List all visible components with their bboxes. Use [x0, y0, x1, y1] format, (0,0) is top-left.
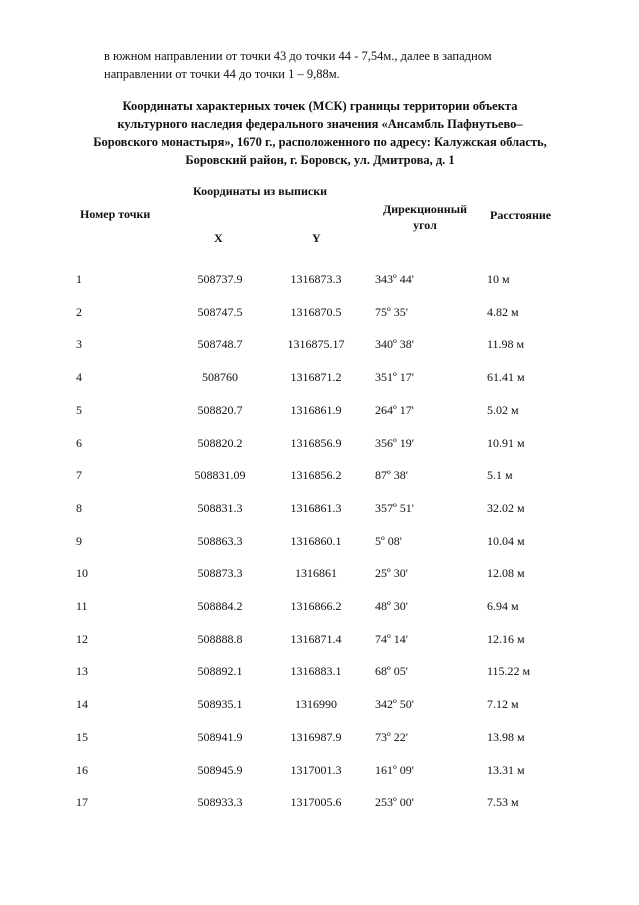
distance-cell: 115.22 м	[487, 664, 531, 679]
distance-cell: 32.02 м	[487, 500, 525, 515]
coord-y-cell: 1316861	[295, 566, 337, 581]
heading-line-3: Боровского монастыря», 1670 г., расположенного по адресу: Калужская область,	[93, 135, 547, 149]
coord-x-cell: 508820.2	[197, 435, 243, 450]
document-heading	[70, 97, 570, 169]
table-row	[0, 793, 639, 811]
coord-x-cell: 508941.9	[197, 729, 243, 744]
coord-x-cell: 508748.7	[197, 337, 243, 352]
table-row	[0, 499, 639, 517]
point-number-cell: 4	[76, 370, 82, 385]
point-number-cell: 17	[76, 795, 88, 810]
table-row	[0, 532, 639, 550]
heading-line-2: культурного наследия федерального значения «Ансамбль Пафнутьево–	[117, 117, 523, 131]
table-row	[0, 303, 639, 321]
distance-cell: 4.82 м	[487, 304, 519, 319]
header-x: X	[214, 231, 223, 245]
coord-y-cell: 1316873.3	[290, 272, 342, 286]
coord-y-cell: 1316860.1	[290, 533, 342, 548]
direction-angle-cell: 356º 19'	[375, 435, 414, 450]
distance-cell: 11.98 м	[487, 337, 525, 352]
point-number-cell: 5	[76, 402, 82, 417]
direction-angle-cell: 253º 00'	[375, 795, 414, 810]
distance-cell: 10.91 м	[487, 435, 525, 450]
point-number-cell: 12	[76, 631, 88, 646]
table-row	[0, 401, 639, 419]
direction-angle-cell: 48º 30'	[375, 599, 408, 613]
distance-cell: 12.08 м	[487, 566, 525, 581]
coord-y-cell: 1316987.9	[290, 729, 342, 744]
table-row	[0, 434, 639, 452]
intro-line-2: направлении от точки 44 до точки 1 – 9,88м.	[104, 67, 340, 81]
coord-x-cell: 508933.3	[197, 795, 243, 810]
coord-y-cell: 1316856.2	[290, 468, 342, 483]
coord-x-cell: 508747.5	[197, 304, 243, 319]
coord-x-cell: 508737.9	[197, 272, 243, 286]
point-number-cell: 7	[76, 468, 82, 483]
header-direction-line-1: Дирекционный	[382, 202, 468, 216]
coord-x-cell: 508820.7	[197, 402, 243, 417]
coord-x-cell: 508945.9	[197, 762, 243, 777]
coord-y-cell: 1316861.9	[290, 402, 342, 417]
point-number-cell: 1	[76, 272, 82, 286]
distance-cell: 7.53 м	[487, 795, 519, 810]
coord-y-cell: 1316866.2	[290, 599, 342, 613]
direction-angle-cell: 87º 38'	[375, 468, 408, 483]
direction-angle-cell: 75º 35'	[375, 304, 408, 319]
direction-angle-cell: 340º 38'	[375, 337, 414, 352]
point-number-cell: 13	[76, 664, 88, 679]
direction-angle-cell: 74º 14'	[375, 631, 408, 646]
intro-line-1: в южном направлении от точки 43 до точки 44 - 7,54м., далее в западном	[104, 49, 492, 63]
direction-angle-cell: 161º 09'	[375, 762, 414, 777]
header-direction-angle	[372, 201, 478, 233]
table-row	[0, 662, 639, 680]
table-row	[0, 630, 639, 648]
table-row	[0, 368, 639, 386]
coord-y-cell: 1316856.9	[290, 435, 342, 450]
direction-angle-cell: 5º 08'	[375, 533, 402, 548]
coord-y-cell: 1316875.17	[287, 337, 345, 352]
distance-cell: 13.31 м	[487, 762, 525, 777]
coord-x-cell: 508831.09	[194, 468, 246, 483]
point-number-cell: 14	[76, 697, 88, 712]
direction-angle-cell: 264º 17'	[375, 402, 414, 417]
heading-line-4: Боровский район, г. Боровск, ул. Дмитрова, д. 1	[185, 153, 455, 167]
point-number-cell: 11	[76, 599, 88, 613]
coord-x-cell: 508760	[202, 370, 238, 385]
coord-x-cell: 508892.1	[197, 664, 243, 679]
direction-angle-cell: 25º 30'	[375, 566, 408, 581]
table-row	[0, 466, 639, 484]
header-y: Y	[312, 231, 321, 245]
point-number-cell: 16	[76, 762, 88, 777]
table-row	[0, 728, 639, 746]
direction-angle-cell: 343º 44'	[375, 272, 414, 286]
table-row	[0, 597, 639, 615]
table-row	[0, 335, 639, 353]
table-row	[0, 761, 639, 779]
point-number-cell: 3	[76, 337, 82, 352]
heading-line-1: Координаты характерных точек (МСК) границы территории объекта	[122, 99, 518, 113]
table-row	[0, 270, 639, 288]
distance-cell: 13.98 м	[487, 729, 525, 744]
distance-cell: 5.1 м	[487, 468, 513, 483]
coord-y-cell: 1316870.5	[290, 304, 342, 319]
distance-cell: 10 м	[487, 272, 510, 286]
coord-x-cell: 508884.2	[197, 599, 243, 613]
distance-cell: 10.04 м	[487, 533, 525, 548]
point-number-cell: 2	[76, 304, 82, 319]
direction-angle-cell: 68º 05'	[375, 664, 408, 679]
distance-cell: 5.02 м	[487, 402, 519, 417]
coord-y-cell: 1316861.3	[290, 500, 342, 515]
coord-y-cell: 1317001.3	[290, 762, 342, 777]
intro-paragraph	[104, 47, 586, 83]
coord-x-cell: 508935.1	[197, 697, 243, 712]
table-row	[0, 695, 639, 713]
distance-cell: 7.12 м	[487, 697, 519, 712]
header-coordinates: Координаты из выписки	[193, 184, 328, 198]
direction-angle-cell: 342º 50'	[375, 697, 414, 712]
distance-cell: 12.16 м	[487, 631, 525, 646]
header-distance: Расстояние	[490, 208, 552, 222]
direction-angle-cell: 351º 17'	[375, 370, 414, 385]
point-number-cell: 8	[76, 500, 82, 515]
distance-cell: 6.94 м	[487, 599, 519, 613]
coord-x-cell: 508873.3	[197, 566, 243, 581]
coord-y-cell: 1316990	[295, 697, 337, 712]
point-number-cell: 15	[76, 729, 88, 744]
point-number-cell: 6	[76, 435, 82, 450]
coord-y-cell: 1316871.4	[290, 631, 342, 646]
coord-x-cell: 508863.3	[197, 533, 243, 548]
coord-y-cell: 1317005.6	[290, 795, 342, 810]
coord-y-cell: 1316871.2	[290, 370, 342, 385]
direction-angle-cell: 357º 51'	[375, 500, 414, 515]
header-point-number: Номер точки	[80, 207, 151, 221]
header-direction-line-2: угол	[413, 218, 437, 232]
coord-y-cell: 1316883.1	[290, 664, 342, 679]
coord-x-cell: 508888.8	[197, 631, 243, 646]
direction-angle-cell: 73º 22'	[375, 729, 408, 744]
point-number-cell: 10	[76, 566, 88, 581]
coord-x-cell: 508831.3	[197, 500, 243, 515]
point-number-cell: 9	[76, 533, 82, 548]
table-row	[0, 564, 639, 582]
distance-cell: 61.41 м	[487, 370, 525, 385]
